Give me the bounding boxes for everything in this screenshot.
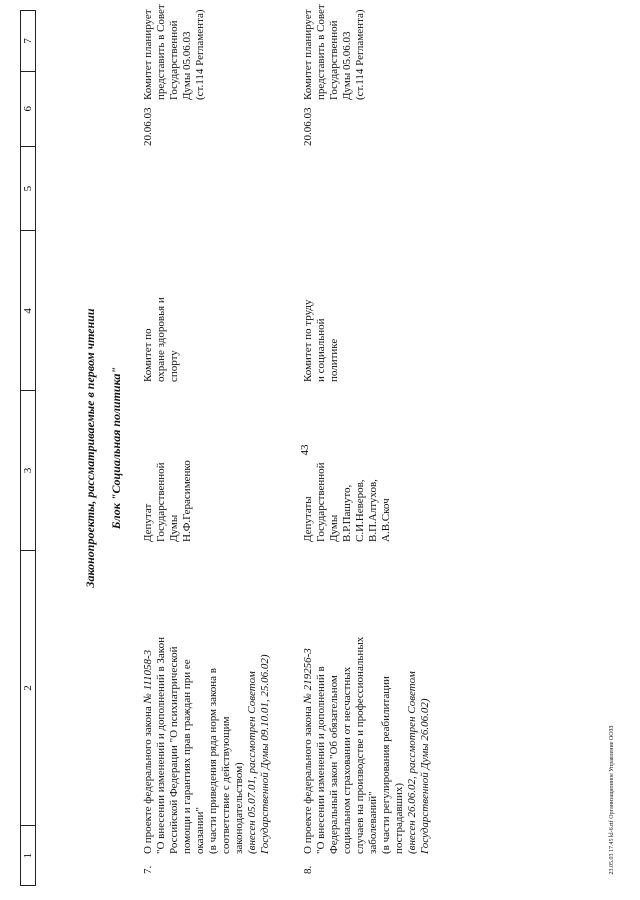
desc-line: пострадавших) (393, 782, 405, 854)
column-header-row (20, 10, 36, 886)
column-header-1: 1 (21, 825, 35, 885)
desc-line: (внесен 05.07.01, рассмотрен Советом (246, 671, 258, 854)
column-header-6: 6 (21, 71, 35, 146)
row-note: Комитет планирует представить в Совет Государственной Думы 05.06.03 (ст.114 Регламента) (302, 4, 366, 100)
row-author: Депутат Государственной Думы Н.Ф.Герасименко (142, 460, 193, 542)
column-header-7: 7 (22, 38, 34, 44)
row-description (142, 558, 272, 854)
column-header-2: 2 (21, 550, 35, 825)
desc-line: (в части регулирования реабилитации (380, 676, 392, 854)
row-note: Комитет планирует представить в Совет Государственной Думы 05.06.03 (ст.114 Регламента) (142, 4, 206, 100)
row-author: Депутаты Государственной Думы В.Р.Пашуто, С.И.Неверов, В.П.Алтухов, А.В.Скоч (302, 462, 392, 542)
desc-line: Государственной Думы 09.10.01, 25.06.02) (259, 654, 271, 854)
desc-line: оказании" (194, 807, 206, 854)
section-title: Законопроекты, рассматриваемые в первом чтении (83, 308, 97, 588)
row-number: 7. (142, 865, 154, 874)
desc-line: законодательством) (233, 762, 245, 854)
row-date: 20.06.03 (302, 107, 314, 146)
block-title: Блок "Социальная политика" (109, 366, 123, 530)
column-header-4: 4 (21, 230, 35, 390)
row-number: 8. (302, 865, 314, 874)
desc-line: О проекте федерального закона № 111058-3 (142, 649, 154, 854)
column-header-5: 5 (21, 146, 35, 231)
desc-line: Федеральный закон "Об обязательном (328, 675, 340, 854)
desc-line: (внесен 26.06.02, рассмотрен Советом (406, 671, 418, 854)
desc-line: О проекте федерального закона № 219256-3 (302, 648, 314, 854)
desc-line: "О внесении изменений и дополнений в (315, 666, 327, 854)
rotated-area (20, 4, 620, 886)
row-date: 20.06.03 (142, 107, 154, 146)
desc-line: "О внесении изменений и дополнений в Закон (155, 637, 167, 854)
footer-note: 23.05.03 17.45 kl-6.rtf Организационное Управление ООЗЗ (609, 725, 615, 875)
page-number: 43 (299, 444, 311, 456)
desc-line: случаев на производстве и профессиональных (354, 636, 366, 854)
row-description (302, 558, 432, 854)
column-header-3: 3 (21, 390, 35, 550)
desc-line: Российской Федерации "О психиатрической (168, 646, 180, 854)
desc-line: (в части приведения ряда норм закона в (207, 668, 219, 854)
desc-line: соответствие с действующим (220, 716, 232, 854)
table-content (20, 4, 620, 886)
desc-line: Государственной Думы 26.06.02) (419, 698, 431, 854)
desc-line: помощи и гарантиях прав граждан при ее (181, 659, 193, 854)
row-committee: Комитет по труду и социальной политике (302, 299, 340, 382)
row-committee: Комитет по охране здоровья и спорту (142, 297, 180, 382)
desc-line: социальном страховании от несчастных (341, 666, 353, 854)
desc-line: заболеваний" (367, 791, 379, 854)
